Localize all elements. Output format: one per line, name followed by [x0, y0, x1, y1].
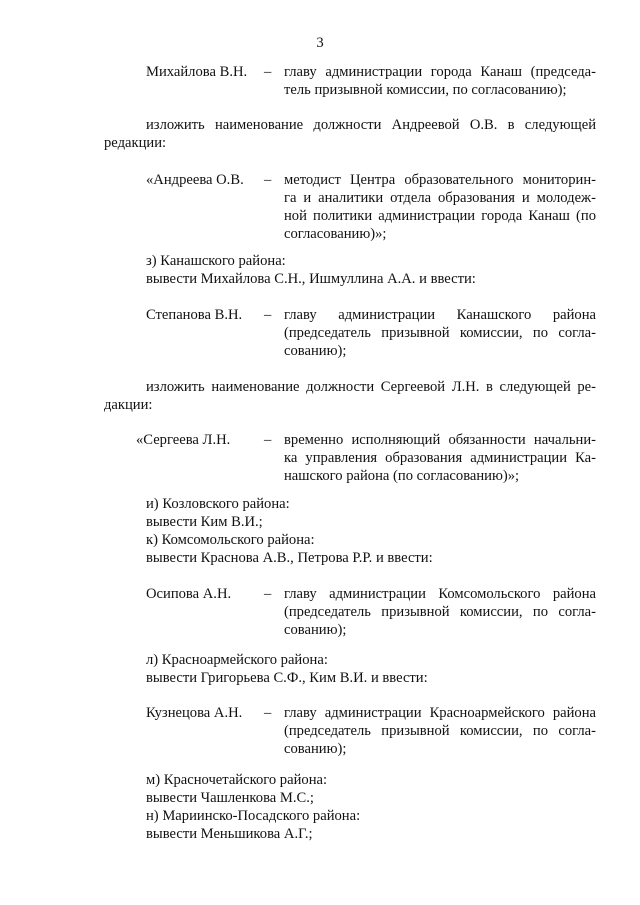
entry-dash: – [264, 705, 272, 721]
entry-name: Степанова В.Н. [146, 307, 243, 323]
entry-name: Михайлова В.Н. [146, 64, 248, 80]
paragraph-line: изложить наименование должности Андреевой О.В. в следующей [146, 117, 596, 133]
paragraph-krasnoarmeysky [104, 651, 596, 687]
paragraph-line: изложить наименование должности Сергеевой Л.Н. в следующей ре- [146, 379, 596, 395]
entry-dash: – [264, 307, 272, 323]
entry-line: методист Центра образовательного мониторин- [284, 172, 596, 188]
entry-line: сованию); [284, 343, 347, 359]
entry-line: нашского района (по согласованию)»; [284, 468, 520, 484]
paragraph-line: л) Красноармейского района: [146, 652, 328, 668]
entry-line: главу администрации Красноармейского района [284, 705, 596, 721]
paragraph-line: вывести Ким В.И.; [146, 514, 263, 530]
entry-line: сованию); [284, 622, 347, 638]
paragraph-line: з) Канашского района: [146, 253, 286, 269]
entry-line: тель призывной комиссии, по согласованию); [284, 82, 567, 98]
entry-line: главу администрации Канашского района [284, 307, 596, 323]
paragraph-rename-sergeeva [104, 378, 596, 414]
entry-line: (председатель призывной комиссии, по согла- [284, 723, 596, 739]
page-number: 3 [316, 35, 324, 51]
paragraph-line: вывести Григорьева С.Ф., Ким В.И. и ввести: [146, 670, 428, 686]
entry-line: временно исполняющий обязанности начальни- [284, 432, 596, 448]
entry-line: га и аналитики отдела образования и молодеж- [284, 190, 596, 206]
paragraph-line: вывести Краснова А.В., Петрова Р.Р. и ввести: [146, 550, 433, 566]
entry-name: Осипова А.Н. [146, 586, 232, 602]
paragraph-rename-andreeva [104, 116, 596, 152]
entry-line: согласованию)»; [284, 226, 387, 242]
entry-line: главу администрации города Канаш (председа- [284, 64, 596, 80]
entry-line: главу администрации Комсомольского района [284, 586, 596, 602]
entry-line: (председатель призывной комиссии, по согла- [284, 325, 596, 341]
entry-name: Кузнецова А.Н. [146, 705, 243, 721]
paragraph-line: к) Комсомольского района: [146, 532, 315, 548]
paragraph-line: м) Красночетайского района: [146, 772, 328, 788]
entry-dash: – [264, 64, 272, 80]
entry-line: ка управления образования администрации Ка- [284, 450, 596, 466]
entry-dash: – [264, 586, 272, 602]
entry-line: ной политики администрации города Канаш (по [284, 208, 596, 224]
paragraph-line: и) Козловского района: [146, 496, 290, 512]
entry-name: «Андреева О.В. [146, 172, 244, 188]
entry-description [284, 306, 596, 360]
entry-name: «Сергеева Л.Н. [136, 432, 231, 448]
entry-description [284, 704, 596, 758]
entry-line: (председатель призывной комиссии, по согла- [284, 604, 596, 620]
entry-line: сованию); [284, 741, 347, 757]
entry-dash: – [264, 432, 272, 448]
paragraph-kanash-district [104, 252, 596, 288]
entry-description [284, 171, 596, 243]
paragraph-kozlovsky-komsomolsky [104, 495, 596, 567]
entry-description [284, 585, 596, 639]
entry-description [284, 431, 596, 485]
paragraph-line: вывести Меньшикова А.Г.; [146, 826, 313, 842]
paragraph-line: н) Мариинско-Посадского района: [146, 808, 361, 824]
paragraph-krasnochetaysky-mariinsko [104, 771, 596, 843]
paragraph-line: дакции: [104, 397, 153, 413]
paragraph-line: вывести Михайлова С.Н., Ишмуллина А.А. и ввести: [146, 271, 476, 287]
paragraph-line: вывести Чашленкова М.С.; [146, 790, 314, 806]
entry-dash: – [264, 172, 272, 188]
paragraph-line: редакции: [104, 135, 167, 151]
entry-description [284, 63, 596, 99]
